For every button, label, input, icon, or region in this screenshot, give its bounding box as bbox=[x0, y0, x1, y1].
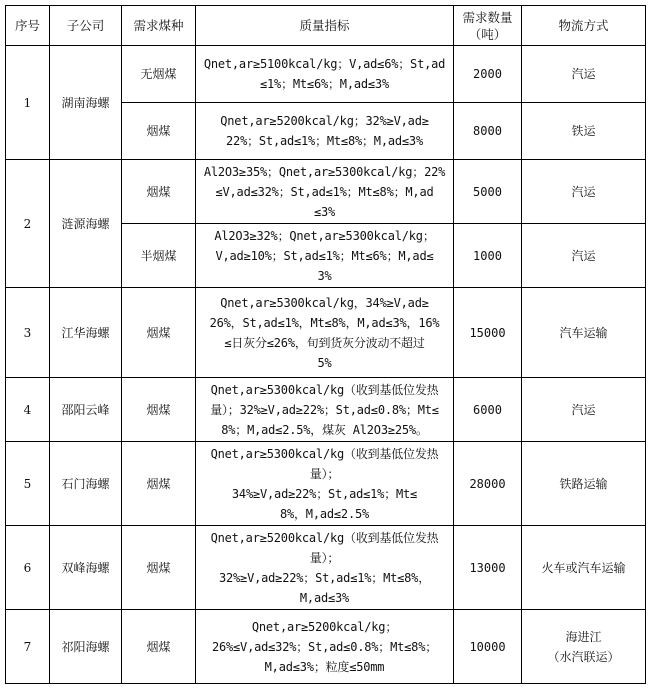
spec-line: Al2O3≥32%；Qnet,ar≥5300kcal/kg； bbox=[214, 228, 435, 243]
spec-line: 8%，M,ad≤2.5% bbox=[279, 506, 370, 521]
table-row bbox=[6, 160, 646, 224]
spec-line: Qnet,ar≥5300kcal/kg（收到基低位发热 bbox=[210, 382, 439, 397]
company-cell: 石门海螺 bbox=[50, 442, 122, 526]
quality-spec-cell bbox=[196, 288, 454, 378]
spec-line: M,ad≤3%；粒度≤50mm bbox=[264, 659, 385, 674]
logistics-line: 火车或汽车运输 bbox=[541, 560, 626, 575]
spec-line: ≤3% bbox=[313, 204, 336, 219]
demand-qty-cell: 15000 bbox=[454, 288, 522, 378]
coal-type-cell: 无烟煤 bbox=[122, 46, 196, 103]
seq-cell: 3 bbox=[6, 288, 50, 378]
header-company: 子公司 bbox=[50, 6, 122, 46]
header-seq: 序号 bbox=[6, 6, 50, 46]
spec-line: 26%≤V,ad≤32%；St,ad≤0.8%；Mt≤8%； bbox=[211, 639, 438, 654]
coal-type-cell: 烟煤 bbox=[122, 526, 196, 610]
spec-line: Qnet,ar≥5200kcal/kg； bbox=[251, 619, 398, 634]
table-row bbox=[6, 610, 646, 684]
logistics-cell bbox=[522, 442, 646, 526]
header-coal-type: 需求煤种 bbox=[122, 6, 196, 46]
demand-qty-cell: 28000 bbox=[454, 442, 522, 526]
spec-line: 32%≥V,ad≥22%；St,ad≤1%；Mt≤8%， bbox=[218, 570, 430, 585]
logistics-line: 汽运 bbox=[571, 248, 596, 263]
demand-qty-cell: 8000 bbox=[454, 103, 522, 160]
logistics-line: 汽车运输 bbox=[559, 325, 608, 340]
demand-qty-cell: 2000 bbox=[454, 46, 522, 103]
spec-line: 3% bbox=[317, 268, 332, 283]
coal-type-cell: 烟煤 bbox=[122, 288, 196, 378]
quality-spec-cell bbox=[196, 442, 454, 526]
quality-spec-cell bbox=[196, 610, 454, 684]
logistics-cell bbox=[522, 288, 646, 378]
table-row bbox=[6, 442, 646, 526]
table-row bbox=[6, 526, 646, 610]
logistics-line: 汽运 bbox=[571, 184, 596, 199]
demand-qty-cell: 6000 bbox=[454, 378, 522, 442]
seq-cell: 5 bbox=[6, 442, 50, 526]
header-demand-qty: 需求数量（吨） bbox=[454, 6, 522, 46]
header-quality-spec: 质量指标 bbox=[196, 6, 454, 46]
logistics-line: 汽运 bbox=[571, 402, 596, 417]
logistics-cell bbox=[522, 103, 646, 160]
quality-spec-cell bbox=[196, 46, 454, 103]
table-row bbox=[6, 288, 646, 378]
demand-qty-cell: 10000 bbox=[454, 610, 522, 684]
company-cell: 邵阳云峰 bbox=[50, 378, 122, 442]
spec-line: V,ad≥10%；St,ad≤1%；Mt≤6%；M,ad≤ bbox=[215, 248, 434, 263]
demand-qty-cell: 13000 bbox=[454, 526, 522, 610]
coal-type-cell: 烟煤 bbox=[122, 610, 196, 684]
coal-type-cell: 烟煤 bbox=[122, 378, 196, 442]
coal-type-cell: 烟煤 bbox=[122, 442, 196, 526]
spec-line: ≤日灰分≤26%，旬到货灰分波动不超过 bbox=[224, 335, 425, 350]
logistics-cell bbox=[522, 526, 646, 610]
coal-demand-table bbox=[5, 5, 646, 684]
header-row bbox=[6, 6, 646, 46]
company-cell: 涟源海螺 bbox=[50, 160, 122, 288]
seq-cell: 6 bbox=[6, 526, 50, 610]
spec-line: 8%；M,ad≤2.5%，煤灰 Al2O3≥25%。 bbox=[221, 422, 428, 437]
logistics-line: 铁路运输 bbox=[559, 476, 608, 491]
quality-spec-cell bbox=[196, 160, 454, 224]
spec-line: Qnet,ar≥5300kcal/kg（收到基低位发热 bbox=[210, 446, 439, 461]
spec-line: Qnet,ar≥5300kcal/kg，34%≥V,ad≥ bbox=[220, 295, 429, 310]
quality-spec-cell bbox=[196, 526, 454, 610]
logistics-line: 铁运 bbox=[571, 124, 596, 138]
quality-spec-cell bbox=[196, 224, 454, 288]
spec-line: 34%≥V,ad≥22%；St,ad≤1%；Mt≤ bbox=[231, 486, 418, 501]
logistics-line: （水汽联运） bbox=[547, 649, 620, 664]
spec-line: 量）；32%≥V,ad≥22%；St,ad≤0.8%；Mt≤ bbox=[210, 402, 439, 417]
table-row bbox=[6, 46, 646, 103]
logistics-cell bbox=[522, 610, 646, 684]
spec-line: ≤V,ad≤32%；St,ad≤1%；Mt≤8%；M,ad bbox=[215, 184, 434, 199]
demand-qty-cell: 1000 bbox=[454, 224, 522, 288]
spec-line: 量）； bbox=[309, 550, 340, 565]
demand-qty-cell: 5000 bbox=[454, 160, 522, 224]
spec-line: M,ad≤3% bbox=[299, 590, 350, 605]
logistics-line: 汽运 bbox=[571, 67, 596, 81]
spec-line: Al2O3≥35%；Qnet,ar≥5300kcal/kg；22% bbox=[203, 164, 446, 179]
seq-cell: 7 bbox=[6, 610, 50, 684]
company-cell: 双峰海螺 bbox=[50, 526, 122, 610]
logistics-cell bbox=[522, 378, 646, 442]
header-logistics: 物流方式 bbox=[522, 6, 646, 46]
seq-cell: 2 bbox=[6, 160, 50, 288]
table-body bbox=[6, 46, 646, 684]
coal-type-cell: 半烟煤 bbox=[122, 224, 196, 288]
spec-line: 26%，St,ad≤1%，Mt≤8%，M,ad≤3%，16% bbox=[209, 315, 440, 330]
spec-line: 22%；St,ad≤1%；Mt≤8%；M,ad≤3% bbox=[226, 134, 423, 148]
spec-line: ≤1%；Mt≤6%；M,ad≤3% bbox=[260, 77, 389, 91]
company-cell: 江华海螺 bbox=[50, 288, 122, 378]
company-cell: 湖南海螺 bbox=[50, 46, 122, 160]
coal-type-cell: 烟煤 bbox=[122, 160, 196, 224]
logistics-cell bbox=[522, 224, 646, 288]
quality-spec-cell bbox=[196, 103, 454, 160]
spec-line: Qnet,ar≥5200kcal/kg；32%≥V,ad≥ bbox=[220, 114, 429, 128]
logistics-line: 海进江 bbox=[565, 629, 602, 644]
logistics-cell bbox=[522, 160, 646, 224]
logistics-cell bbox=[522, 46, 646, 103]
spec-line: Qnet,ar≥5100kcal/kg；V,ad≤6%；St,ad bbox=[203, 57, 446, 71]
quality-spec-cell bbox=[196, 378, 454, 442]
table-row bbox=[6, 378, 646, 442]
coal-type-cell: 烟煤 bbox=[122, 103, 196, 160]
company-cell: 祁阳海螺 bbox=[50, 610, 122, 684]
seq-cell: 1 bbox=[6, 46, 50, 160]
spec-line: Qnet,ar≥5200kcal/kg（收到基低位发热 bbox=[210, 530, 439, 545]
spec-line: 量）； bbox=[309, 466, 340, 481]
spec-line: 5% bbox=[317, 355, 332, 370]
seq-cell: 4 bbox=[6, 378, 50, 442]
